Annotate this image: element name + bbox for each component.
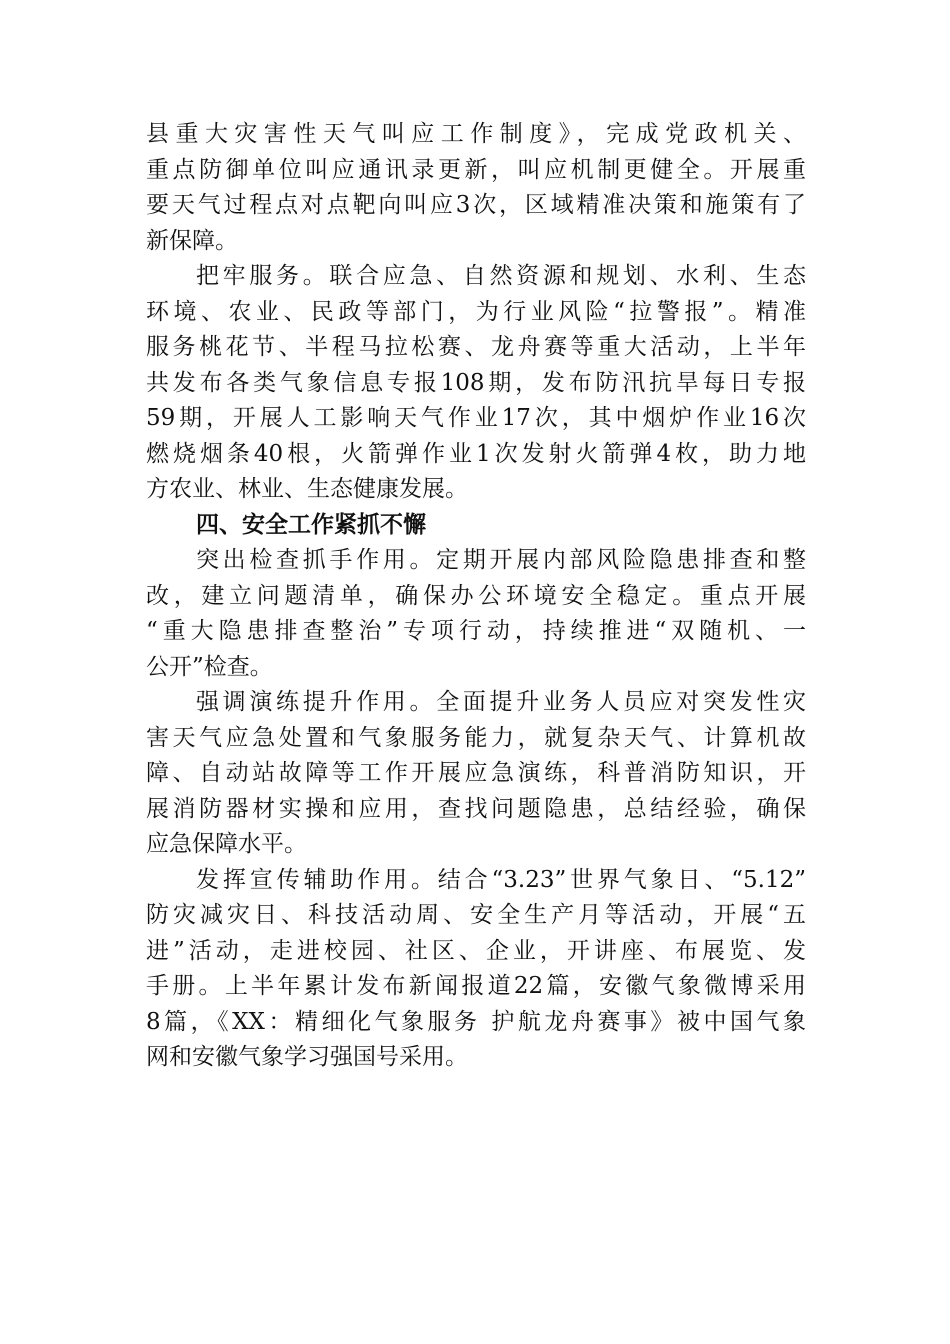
paragraph-line: 方农业、林业、生态健康发展。: [146, 476, 468, 502]
paragraph: [146, 259, 806, 508]
paragraph-line: 公开”检查。: [146, 653, 273, 680]
document-body: [146, 117, 806, 1076]
paragraph-line: 强调演练提升作用。全面提升业务人员应对突发性灾: [196, 689, 806, 715]
heading-text: 四、安全工作紧抓不懈: [196, 511, 426, 538]
paragraph: [146, 543, 806, 685]
paragraph-line: 把牢服务。联合应急、自然资源和规划、水利、生态: [196, 263, 806, 289]
paragraph-line: 环境、农业、民政等部门，为行业风险“拉警报”。精准: [146, 298, 806, 325]
paragraph-line: 服务桃花节、半程马拉松赛、龙舟赛等重大活动，上半年: [146, 334, 806, 360]
section-heading: [146, 508, 806, 544]
paragraph-line: 障、自动站故障等工作开展应急演练，科普消防知识，开: [146, 760, 806, 786]
paragraph-line: 燃烧烟条40根，火箭弹作业1次发射火箭弹4枚，助力地: [146, 440, 806, 467]
paragraph-line: 防灾减灾日、科技活动周、安全生产月等活动，开展“五: [146, 902, 806, 928]
paragraph-line: 要天气过程点对点靶向叫应3次，区域精准决策和施策有了: [146, 192, 806, 218]
paragraph-line: 59期，开展人工影响天气作业17次，其中烟炉作业16次: [146, 405, 806, 431]
paragraph: [146, 685, 806, 863]
paragraph-line: 重点防御单位叫应通讯录更新，叫应机制更健全。开展重: [146, 156, 806, 183]
paragraph-line: 害天气应急处置和气象服务能力，就复杂天气、计算机故: [146, 724, 806, 751]
paragraph-line: 进”活动，走进校园、社区、企业，开讲座、布展览、发: [146, 937, 806, 964]
paragraph: [146, 863, 806, 1076]
paragraph: [146, 117, 806, 259]
paragraph-line: 网和安徽气象学习强国号采用。: [146, 1044, 468, 1070]
paragraph-line: 展消防器材实操和应用，查找问题隐患，总结经验，确保: [146, 795, 806, 822]
paragraph-line: 突出检查抓手作用。定期开展内部风险隐患排查和整: [196, 547, 806, 573]
paragraph-line: 手册。上半年累计发布新闻报道22篇，安徽气象微博采用: [146, 973, 806, 999]
paragraph-line: 改，建立问题清单，确保办公环境安全稳定。重点开展: [146, 582, 806, 609]
paragraph-line: 新保障。: [146, 227, 238, 254]
paragraph-line: 县重大灾害性天气叫应工作制度》，完成党政机关、: [146, 121, 806, 147]
paragraph-line: 共发布各类气象信息专报108期，发布防汛抗旱每日专报: [146, 369, 806, 396]
paragraph-line: 发挥宣传辅助作用。结合“3.23”世界气象日、“5.12”: [196, 866, 806, 893]
paragraph-line: 应急保障水平。: [146, 831, 307, 857]
paragraph-line: 8篇，《XX：精细化气象服务 护航龙舟赛事》被中国气象: [146, 1008, 806, 1035]
paragraph-line: “重大隐患排查整治”专项行动，持续推进“双随机、一: [146, 618, 806, 644]
